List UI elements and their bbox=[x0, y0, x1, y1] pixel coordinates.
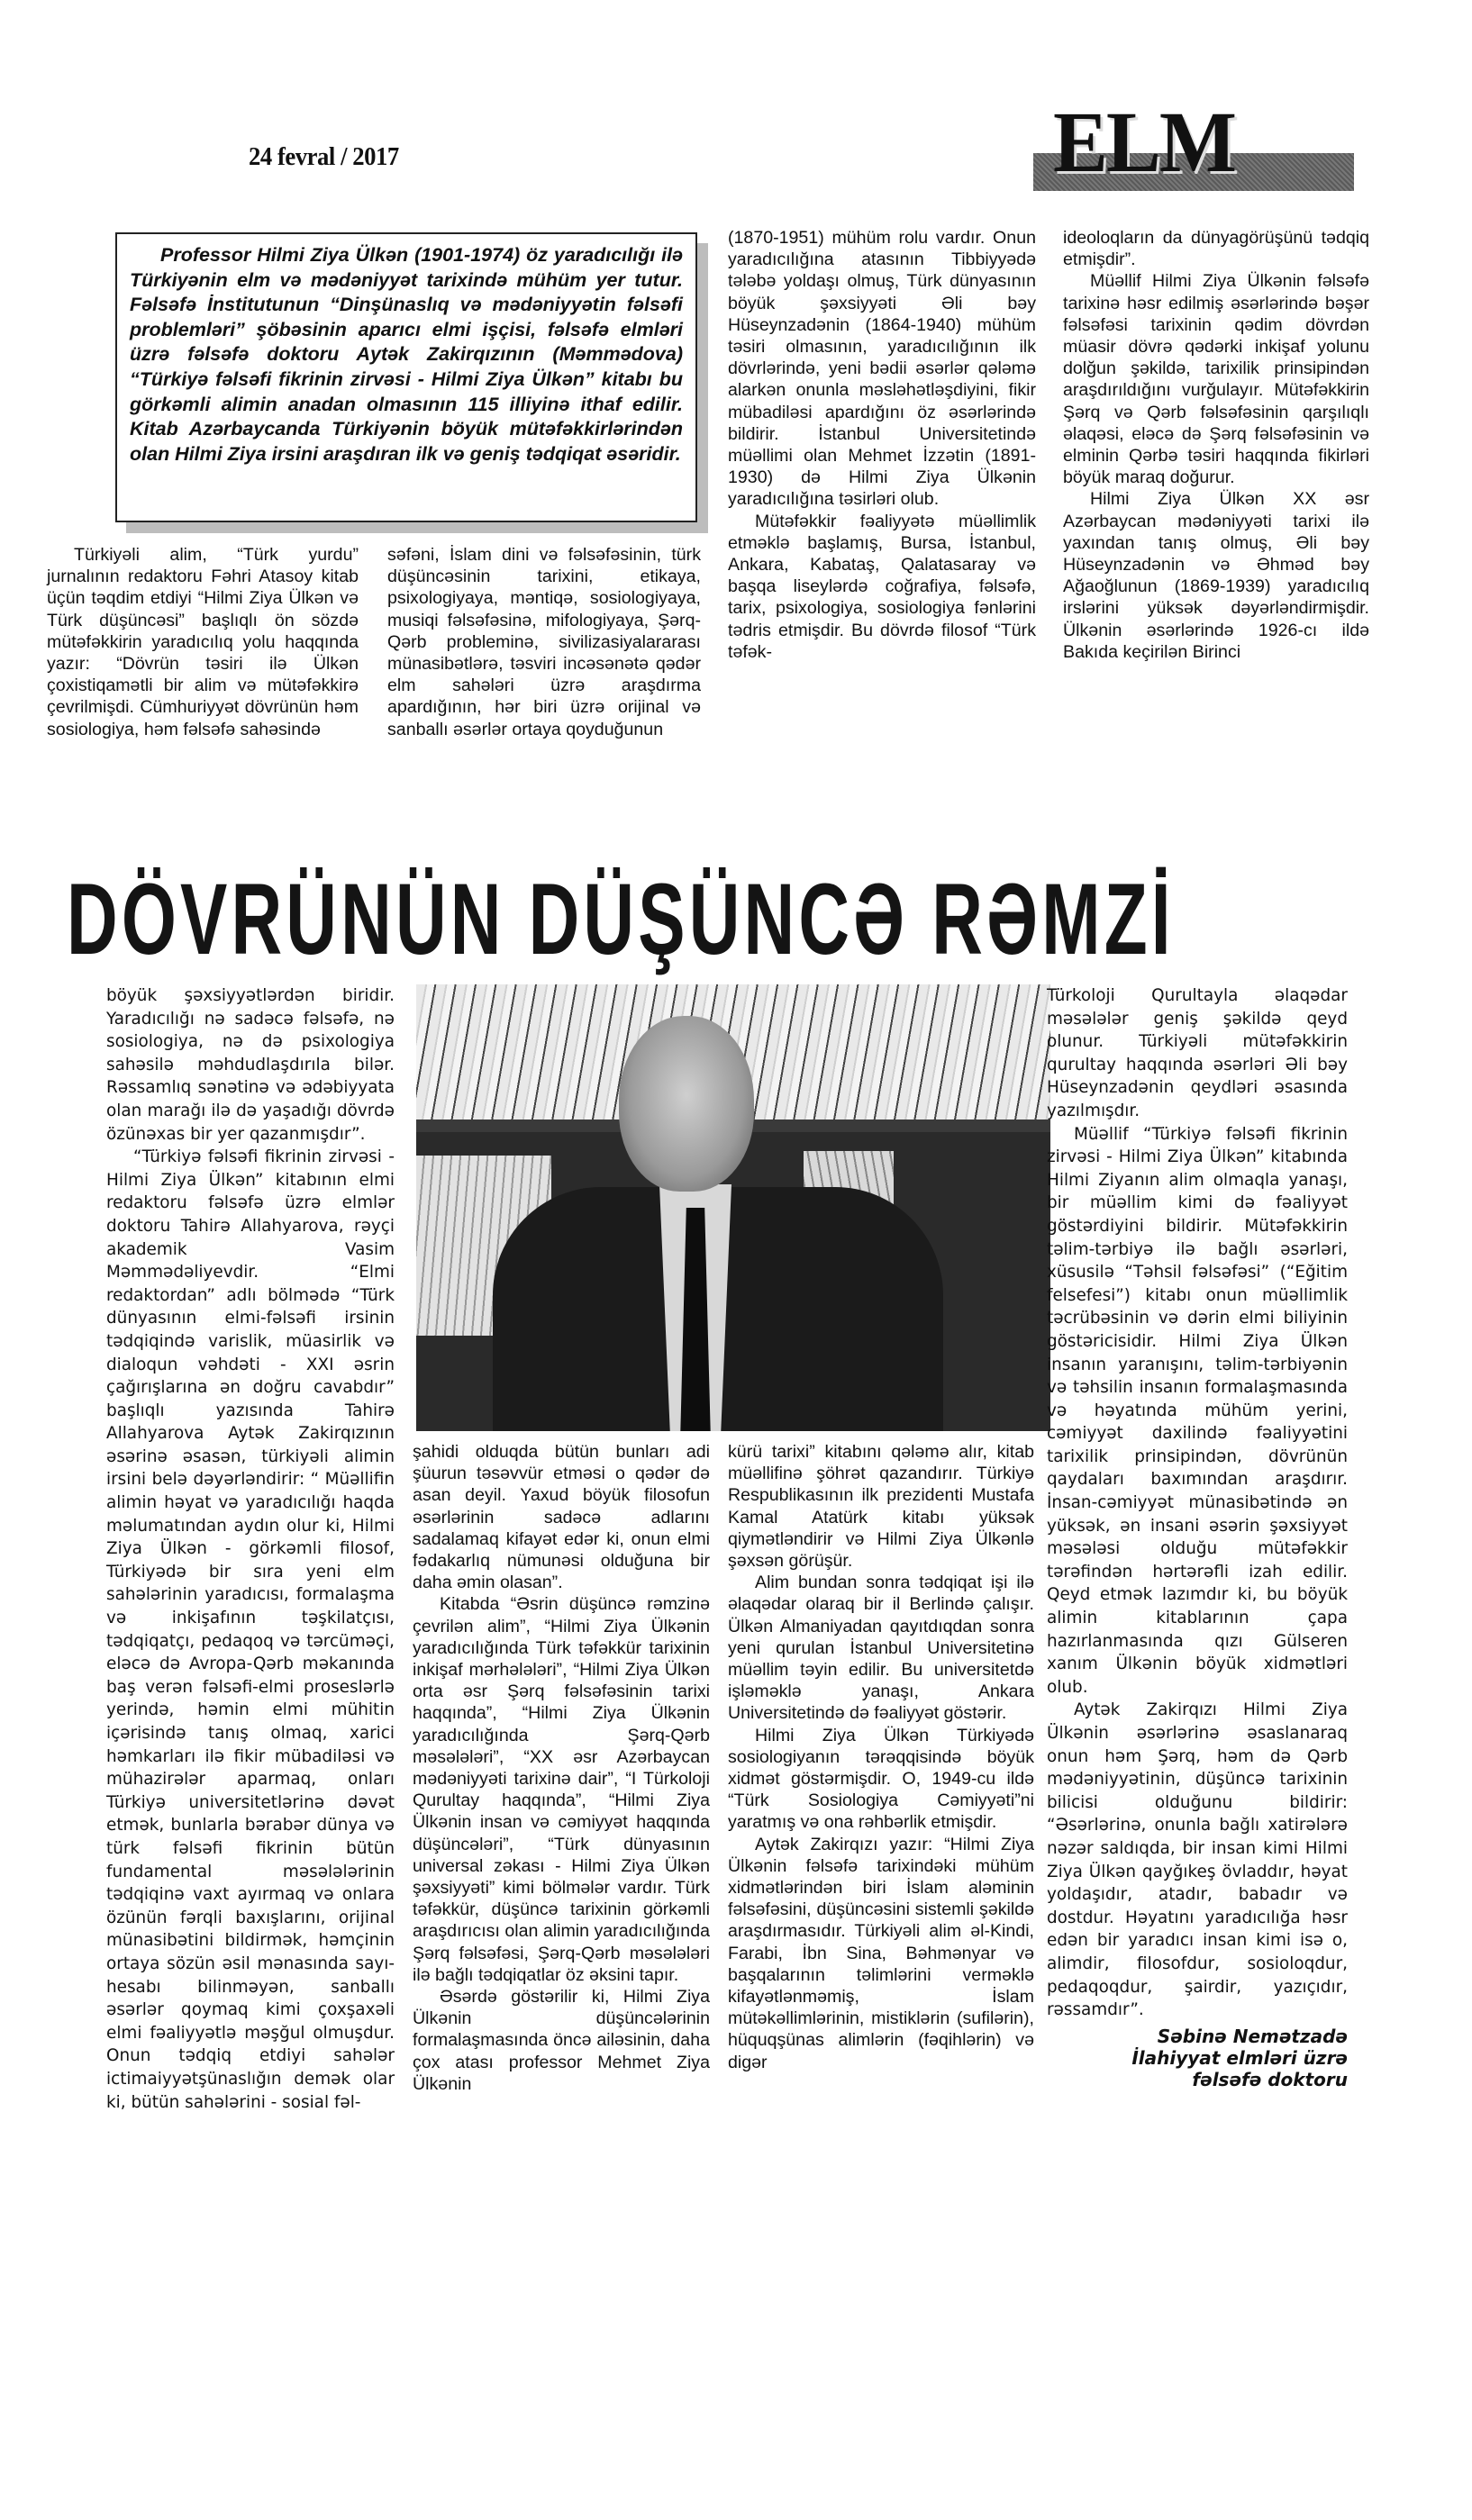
paragraph: Hilmi Ziya Ülkən XX əsr Azərbaycan mədəniyyəti tarixi ilə yaxından tanış olmuş, Əli bəy Hüseynzadənin və Əhməd bəy Ağaoğlunun (1869-1939) yaradıcılıq irslərini yüksək dəyərləndirmişdir. Ülkənin əsərlərində 1926-cı ildə Bakıda keçirilən Birinci bbox=[1063, 489, 1369, 662]
paragraph: Türkoloji Qurultayla əlaqədar məsələlər geniş şəkildə qeyd olunur. Türkiyəli mütəfəkkirin qurultay haqqında əsərləri Əli bəy Hüseynzadənin qeydləri əsasında yazılmışdır. bbox=[1047, 986, 1348, 1120]
issue-date: 24 fevral / 2017 bbox=[249, 142, 399, 171]
article-column-top-3 bbox=[728, 227, 1036, 848]
byline bbox=[1047, 2026, 1348, 2090]
portrait-photo bbox=[416, 984, 1050, 1431]
paragraph: Əsərdə göstərilir ki, Hilmi Ziya Ülkənin düşüncələrinin formalaşmasında öncə ailəsinin, daha çox atası professor Mehmet Ziya Ülkənin bbox=[413, 1987, 710, 2094]
article-column-bottom-4 bbox=[1047, 984, 1348, 2299]
paragraph: Mütəfəkkir fəaliyyətə müəllimlik etməklə başlamış, Bursa, İstanbul, Ankara, Kabataş, Qalatasaray və başqa liseylərdə coğrafiya, fəlsəfə, tarix, psixologiya, sosiologiya fənlərini tədris etmişdir. Bu dövrdə filosof “Türk təfək- bbox=[728, 511, 1036, 662]
author-title-line-2: fəlsəfə doktoru bbox=[1192, 2068, 1348, 2090]
article-column-bottom-2 bbox=[413, 1441, 710, 2459]
article-column-top-1 bbox=[47, 544, 359, 848]
paragraph: “Türkiyə fəlsəfi fikrinin zirvəsi - Hilmi Ziya Ülkən” kitabının elmi redaktoru fəlsəfə üzrə elmlər doktoru Tahirə Allahyarova, rəyçi akademik Vasim Məmmədəliyevdir. “Elmi redaktordan” adlı bölmədə “Türk dünyasının elmi-fəlsəfi irsinin tədqiqində varislik, müasirlik və dialoqun vəhdəti - XXI əsrin çağırışlarına ən doğru cavabdır” başlıqlı yazısında Tahirə Allahyarova Aytək Zakirqızının əsərinə əsasən, türkiyəli alimin irsini belə dəyərləndirir: “ Müəllifin alimin həyat və yaradıcılığı haqda məlumatından aydın olur ki, Hilmi Ziya Ülkən - görkəmli filosof, Türkiyədə bir sıra yeni elm sahələrinin yaradıcısı, formalaşma və inkişafının təşkilatçısı, tədqiqatçı, pedaqoq və tərcüməçi, eləcə də Avropa-Qərb məkanında baş verən fəlsəfi-elmi proseslərlə yerində, həmin elmi mühitin içərisində tanış olmaq, xarici həmkarları ilə fikir mübadiləsi və mühazirələr aparmaq, onları Türkiyə universitetlərinə dəvət etmək, bunlarla bərabər dünya və türk fəlsəfi fikrinin bütün fundamental məsələlərinin tədqiqinə vaxt ayırmaq və onlara özünün fərqli baxışlarını, orijinal münasibətini bildirmək, həmçinin ortaya sözün əsil mənasında sayı-hesabı bilinməyən, sanballı əsərlər qoymaq kimi çoxşaxəli elmi fəaliyyətlə məşğul olmuşdur. Onun tədqiq etdiyi sahələr ictimaiyyətşünaslığın demək olar ki, bütün sahələrini - sosial fəl- bbox=[106, 1147, 395, 2112]
section-masthead bbox=[1033, 94, 1354, 191]
lead-box bbox=[115, 232, 697, 522]
article-column-top-2 bbox=[387, 544, 701, 848]
paragraph: şahidi olduqda bütün bunları adi şüurun təsəvvür etməsi o qədər də asan deyil. Yaxud böyük filosofun əsərlərinin sadəcə adlarını sadalamaq kifayət edər ki, onun elmi fədakarlıq nümunəsi olduğuna bir daha əmin olasan”. bbox=[413, 1442, 710, 1593]
paragraph: Müəllif Hilmi Ziya Ülkənin fəlsəfə tarixinə həsr edilmiş əsərlərində bəşər fəlsəfəsi tarixinin qədim dövrdən müasir dövrə qədərki inkişaf yolunu dolğun şəkildə, tarixilik prinsipindən araşdırıldığını vurğulayır. Mütəfəkkirin Şərq və Qərb fəlsəfəsinin qarşılıqlı əlaqəsi, eləcə də Şərq fəlsəfəsinin və elminin Qərbə təsiri haqqında fikirləri böyük maraq doğurur. bbox=[1063, 271, 1369, 488]
paragraph: səfəni, İslam dini və fəlsəfəsinin, türk düşüncəsinin tarixini, etikaya, psixologiyaya, məntiqə, sosiologiyaya, musiqi fəlsəfəsinə, mifologiyaya, Şərq-Qərb probleminə, sivilizasiyalararası münasibətlərə, təsviri incəsənətə qədər elm sahələri üzrə araşdırma apardığının, hər biri üzrə orijinal və sanballı əsərlər ortaya qoyduğunun bbox=[387, 545, 701, 739]
paragraph: (1870-1951) mühüm rolu vardır. Onun yaradıcılığına atasının Tibbiyyədə tələbə yoldaşı olmuş, Türk dünyasının böyük şəxsiyyəti Əli bəy Hüseynzadənin (1864-1940) mühüm təsiri olmasının, yaradıcılığının ilk dövrlərində, yeni bədii əsərlər qələmə alarkən onunla məsləhətləşdiyini, fikir mübadiləsi apardığını öz əsərlərində bildirir. İstanbul Universitetində müəllimi olan Mehmet İzzətin (1891-1930) də Hilmi Ziya Ülkənin yaradıcılığına təsirləri olub. bbox=[728, 228, 1036, 510]
lead-text: Professor Hilmi Ziya Ülkən (1901-1974) öz yaradıcılığı ilə Türkiyənin elm və mədəniyyət tarixində mühüm yer tutur. Fəlsəfə İnstitutunun “Dinşünaslıq və mədəniyyətin fəlsəfi problemləri” şöbəsinin aparıcı elmi işçisi, fəlsəfə elmləri üzrə fəlsəfə doktoru Aytək Zakirqızının (Məmmədova) “Türkiyə fəlsəfi fikrinin zirvəsi - Hilmi Ziya Ülkən” kitabı bu görkəmli alimin anadan olmasının 115 illiyinə ithaf edilir. Kitab Azərbaycanda Türkiyənin böyük mütəfəkkirlərindən olan Hilmi Ziya irsini araşdıran ilk və geniş tədqiqat əsəridir. bbox=[130, 244, 683, 465]
author-title-line-1: İlahiyyat elmləri üzrə bbox=[1131, 2046, 1348, 2069]
paragraph: Aytək Zakirqızı yazır: “Hilmi Ziya Ülkənin fəlsəfə tarixindəki mühüm xidmətlərindən biri İslam aləminin fəlsəfəsini, düşüncəsini sistemli şəkildə araşdırmasıdır. Türkiyəli alim əl-Kindi, Farabi, İbn Sina, Bəhmənyar və başqalarının təlimlərini verməklə kifayətlənməmiş, İslam mütəkəllimlərinin, mistiklərin (sufilərin), hüquqşünas alimlərin (fəqihlərin) və digər bbox=[728, 1834, 1034, 2072]
author-name: Səbinə Nemətzadə bbox=[1157, 2025, 1348, 2047]
paragraph: Kitabda “Əsrin düşüncə rəmzinə çevrilən alim”, “Hilmi Ziya Ülkənin yaradıcılığında Türk təfəkkür tarixinin inkişaf mərhələləri”, “Hilmi Ziya Ülkən orta əsr Şərq fəlsəfəsinin tarixi haqqında”, “Hilmi Ziya Ülkənin yaradıcılığında Şərq-Qərb məsələləri”, “XX əsr Azərbaycan mədəniyyəti tarixinə dair”, “I Türkoloji Qurultay haqqında”, “Hilmi Ziya Ülkənin insan və cəmiyyət haqqında düşüncələri”, “Türk dünyasının universal zəkası - Hilmi Ziya Ülkən şəxsiyyəti” kimi bölmələr vardır. Türk təfəkkür, düşüncə tarixinin görkəmli araşdırıcısı olan alimin yaradıcılığında Şərq fəlsəfəsi, Şərq-Qərb məsələləri ilə bağlı tədqiqatlar öz əksini tapır. bbox=[413, 1594, 710, 1985]
article-headline: DÖVRÜNÜN DÜŞÜNCƏ RƏMZİ bbox=[67, 863, 1175, 975]
paragraph: Hilmi Ziya Ülkən Türkiyədə sosiologiyanın tərəqqisində böyük xidmət göstərmişdir. O, 1949-cu ildə “Türk Sosiologiya Cəmiyyəti”ni yaratmış və ona rəhbərlik etmişdir. bbox=[728, 1725, 1034, 1833]
portrait-head bbox=[619, 1016, 754, 1192]
section-title: ELM bbox=[1053, 94, 1236, 190]
paragraph: kürü tarixi” kitabını qələmə alır, kitab müəllifinə şöhrət qazandırır. Türkiyə Respublikasının ilk prezidenti Mustafa Kamal Atatürk kitabı yüksək qiymətləndirir və Hilmi Ziya Ülkənlə şəxsən görüşür. bbox=[728, 1442, 1034, 1572]
paragraph: Alim bundan sonra tədqiqat işi ilə əlaqədar olaraq bir il Berlində çalışır. Ülkən Almaniyadan qayıtdıqdan sonra yeni qurulan İstanbul Universitetinə müəllim təyin edilir. Bu universitetdə işləməklə yanaşı, Ankara Universitetində də fəaliyyət göstərir. bbox=[728, 1573, 1034, 1724]
article-column-top-4 bbox=[1063, 227, 1369, 848]
paragraph: ideoloqların da dünyagörüşünü tədqiq etmişdir”. bbox=[1063, 228, 1369, 270]
paragraph: böyük şəxsiyyətlərdən biridir. Yaradıcılığı nə sadəcə fəlsəfə, nə sosiologiya, nə də psixologiya sahəsilə məhdudlaşdırıla bilər. Rəssamlıq sənətinə və ədəbiyyata olan marağı ilə də yaşadığı dövrdə özünəxas bir yer qazanmışdır”. bbox=[106, 986, 395, 1144]
article-column-bottom-3 bbox=[728, 1441, 1034, 2459]
paragraph: Aytək Zakirqızı Hilmi Ziya Ülkənin əsərlərinə əsaslanaraq onun həm Şərq, həm də Qərb mədəniyyətinin, düşüncə tarixinin bilicisi olduğunu bildirir: “Əsərlərinə, onunla bağlı xatirələrə nəzər saldıqda, bir insan kimi Hilmi Ziya Ülkən qayğıkeş övladdır, həyat yoldaşıdır, atadır, babadır və dostdur. Həyatını yaradıcılığa həsr edən bir yaradıcı insan kimi isə o, alimdir, filosofdur, sosioloqdur, pedaqoqdur, şairdir, yazıçıdır, rəssamdır”. bbox=[1047, 1700, 1348, 2020]
paragraph: Türkiyəli alim, “Türk yurdu” jurnalının redaktoru Fəhri Atasoy kitab üçün təqdim etdiyi “Hilmi Ziya Ülkən və Türk düşüncəsi” başlıqlı ön sözdə mütəfəkkirin yaradıcılıq yolu haqqında yazır: “Dövrün təsiri ilə Ülkən çoxistiqamətli bir alim və mütəfəkkirə çevrilmişdi. Cümhuriyyət dövrünün həm sosiologiya, həm fəlsəfə sahəsində bbox=[47, 545, 359, 739]
article-column-bottom-1 bbox=[106, 984, 395, 2299]
paragraph: Müəllif “Türkiyə fəlsəfi fikrinin zirvəsi - Hilmi Ziya Ülkən” kitabında Hilmi Ziyanın alim olmaqla yanaşı, bir müəllim kimi də fəaliyyət göstərdiyini bildirir. Mütəfəkkirin təlim-tərbiyə ilə bağlı əsərləri, xüsusilə “Təhsil fəlsəfəsi” (“Eğitim felsefesi”) kitabı onun müəllimlik təcrübəsinin və dərin elmi biliyinin göstəricisidir. Hilmi Ziya Ülkən insanın yaranışını, təlim-tərbiyənin və təhsilin insanın formalaşmasında və həyatında mühüm yerini, cəmiyyət daxilində fəaliyyətini tarixilik prinsipindən, dövrünün qaydaları baxımından araşdırır. İnsan-cəmiyyət münasibətində ən yüksək, ən insani əsərin şəxsiyyət məsələsi olduğu mütəfəkkir tərəfindən hərtərəfli izah edilir. Qeyd etmək lazımdır ki, bu böyük alimin kitablarının çapa hazırlanmasında qızı Gülseren xanım Ülkənin böyük xidmətləri olub. bbox=[1047, 1124, 1348, 1697]
